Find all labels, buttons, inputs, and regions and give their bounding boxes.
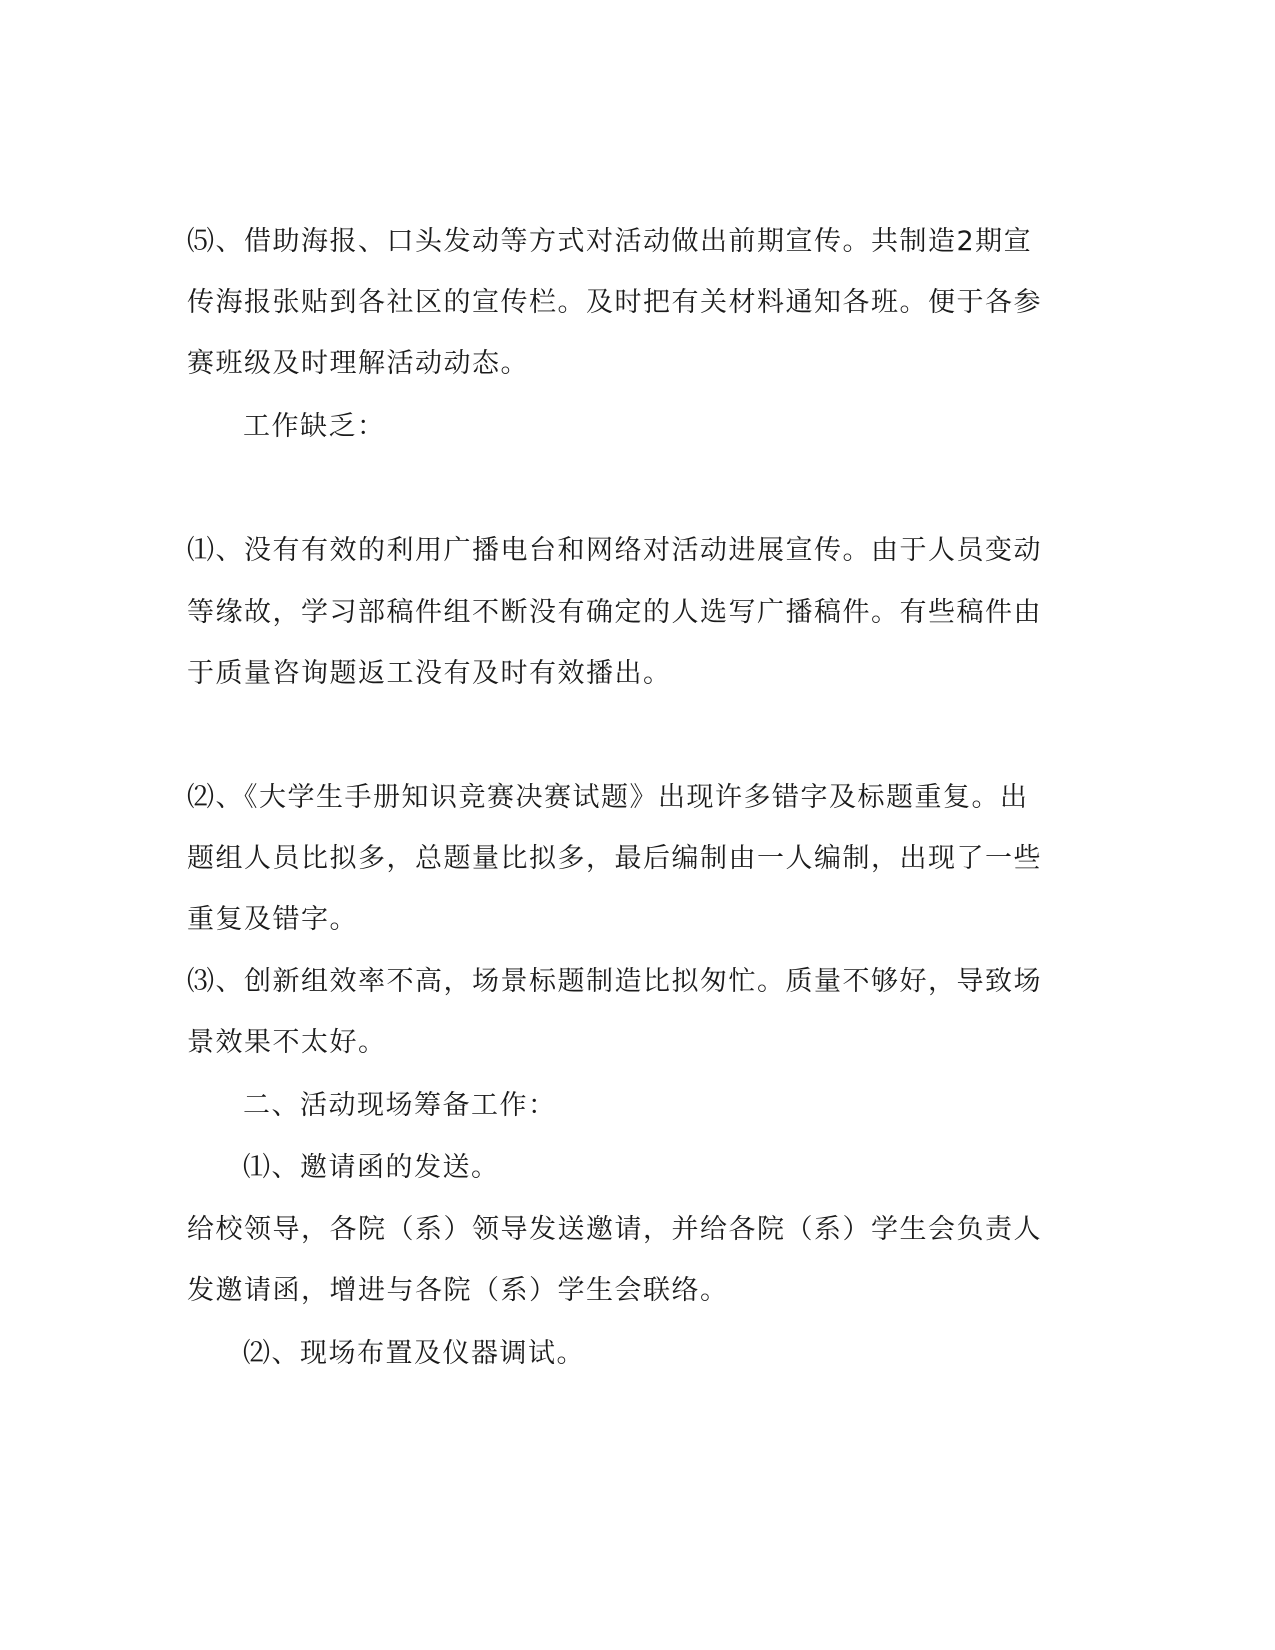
- paragraph-line: 给校领导，各院（系）领导发送邀请，并给各院（系）学生会负责人: [187, 1214, 1042, 1245]
- paragraph-line: ⑴、没有有效的利用广播电台和网络对活动进展宣传。由于人员变动: [187, 535, 1042, 566]
- paragraph-line: 赛班级及时理解活动动态。: [187, 348, 529, 379]
- paragraph-line: 传海报张贴到各社区的宣传栏。及时把有关材料通知各班。便于各参: [187, 287, 1042, 318]
- paragraph-line: ⑵、《大学生手册知识竞赛决赛试题》出现许多错字及标题重复。出: [187, 782, 1029, 813]
- paragraph-line: 题组人员比拟多，总题量比拟多，最后编制由一人编制，出现了一些: [187, 843, 1042, 874]
- section-heading: 工作缺乏：: [243, 411, 386, 442]
- paragraph-line: ⑶、创新组效率不高，场景标题制造比拟匆忙。质量不够好，导致场: [187, 966, 1042, 997]
- section-heading: 二、活动现场筹备工作：: [243, 1090, 557, 1121]
- paragraph-line: ⑸、借助海报、口头发动等方式对活动做出前期宣传。共制造2期宣: [187, 226, 1033, 257]
- paragraph-line: 于质量咨询题返工没有及时有效播出。: [187, 658, 672, 689]
- paragraph-line: 等缘故，学习部稿件组不断没有确定的人选写广播稿件。有些稿件由: [187, 597, 1042, 628]
- list-item: ⑵、现场布置及仪器调试。: [243, 1338, 585, 1369]
- paragraph-line: 发邀请函，增进与各院（系）学生会联络。: [187, 1275, 729, 1306]
- paragraph-line: 重复及错字。: [187, 904, 358, 935]
- paragraph-line: 景效果不太好。: [187, 1027, 387, 1058]
- list-item: ⑴、邀请函的发送。: [243, 1152, 500, 1183]
